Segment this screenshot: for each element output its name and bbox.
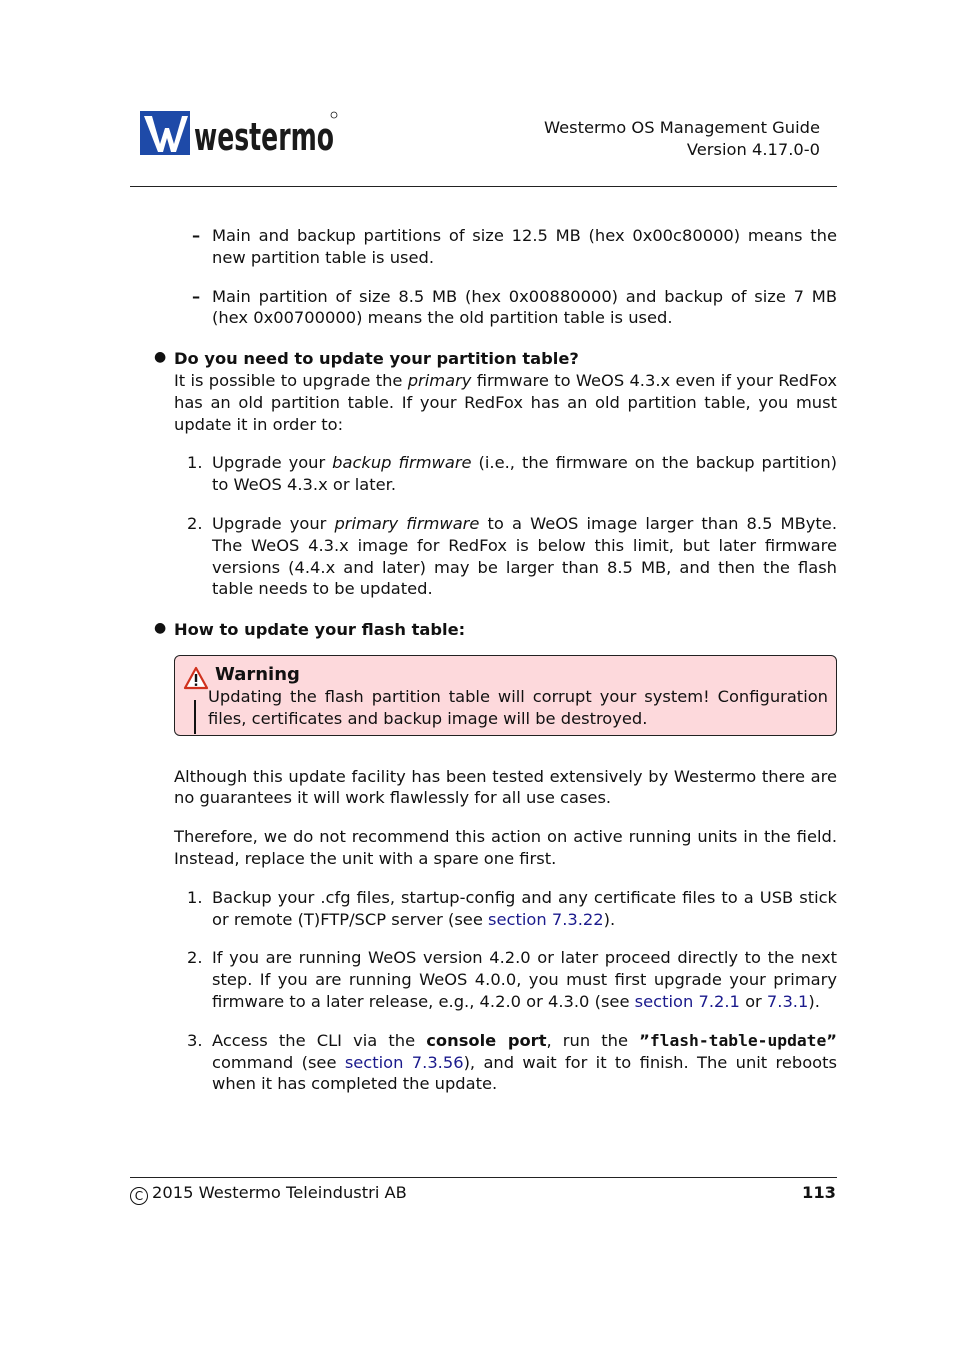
copyright-icon: C [130, 1187, 148, 1205]
list-item: 2. If you are running WeOS version 4.2.0 or later proceed directly to the next step. If you are running WeOS 4.0.0, you must first upgrade your primary firmware to a later release, e.g., 4.2.0 or 4.3.0 (see section 7.2.1 or 7.3.1). [187, 948, 837, 1011]
list-item: – Main partition of size 8.5 MB (hex 0x00880000) and backup of size 7 MB (hex 0x00700000) means the old partition table is used. [192, 286, 837, 328]
list-item: – Main and backup partitions of size 12.5 MB (hex 0x00c80000) means the new partition table is used. [192, 226, 837, 267]
step-text: If you are running WeOS version 4.2.0 or later proceed directly to the next step. If you are running WeOS 4.0.0, you must first upgrade your primary firmware to a later release, e.g., 4.2.0 or 4.3.0 (see section 7.2.1 or 7.3.1). [212, 948, 837, 1011]
body-paragraph: Therefore, we do not recommend this action on active running units in the field. Instead, replace the unit with a spare one first. [174, 827, 837, 868]
partition-old-text: Main partition of size 8.5 MB (hex 0x00880000) and backup of size 7 MB (hex 0x00700000) means the old partition table is used. [212, 286, 837, 328]
westermo-logo [138, 108, 338, 158]
step-text: Access the CLI via the console port, run the ”flash-table-update” command (see section 7.3.56), and wait for it to finish. The unit reboots when it has completed the update. [212, 1030, 837, 1094]
warning-text: Updating the flash partition table will corrupt your system! Configuration files, certificates and backup image will be destroyed. [208, 686, 828, 728]
list-item: ● How to update your flash table: [130, 619, 837, 641]
partition-new-text: Main and backup partitions of size 12.5 MB (hex 0x00c80000) means the new partition table is used. [212, 226, 837, 267]
page-content [130, 225, 837, 1112]
guide-title: Westermo OS Management Guide [543, 118, 820, 137]
list-item: 1. Backup your .cfg files, startup-config and any certificate files to a USB stick or remote (T)FTP/SCP server (see section 7.3.22). [187, 887, 837, 929]
page-number: 113 [802, 1183, 836, 1202]
footer-copyright: C 2015 Westermo Teleindustri AB [130, 1182, 407, 1205]
guide-version: Version 4.17.0-0 [686, 140, 820, 159]
section-link[interactable]: 7.3.1 [766, 991, 809, 1011]
warning-box [174, 655, 837, 736]
logo-wordmark: westermo [194, 115, 334, 159]
warning-title: Warning [215, 663, 300, 685]
cli-command: flash-table-update [649, 1030, 827, 1050]
step-text: Backup your .cfg files, startup-config and any certificate files to a USB stick or remote (T)FTP/SCP server (see section 7.3.22). [212, 887, 837, 929]
document-header [544, 117, 820, 161]
list-item: 2. Upgrade your primary firmware to a WeOS image larger than 8.5 MByte. The WeOS 4.3.x image for RedFox is below this limit, but later firmware versions (4.4.x and later) may be larger than 8.5 MB, and then the flash table needs to be updated. [187, 513, 837, 599]
section-heading: How to update your flash table: [174, 620, 466, 640]
body-paragraph: Although this update facility has been tested extensively by Westermo there are no guarantees it will work flawlessly for all use cases. [174, 766, 837, 808]
header-rule [130, 186, 837, 187]
list-item: 1. Upgrade your backup firmware (i.e., the firmware on the backup partition) to WeOS 4.3.x or later. [187, 453, 837, 495]
section-link[interactable]: section 7.3.22 [488, 909, 604, 929]
section-link[interactable]: section 7.2.1 [634, 991, 740, 1011]
section-heading: Do you need to update your partition table? [174, 349, 579, 369]
list-item: ● Do you need to update your partition table? It is possible to upgrade the primary firmware to WeOS 4.3.x even if your RedFox has an old partition table. If your RedFox has an old partition table, you must update it in order to: [154, 349, 838, 434]
body-paragraph: It is possible to upgrade the primary firmware to WeOS 4.3.x even if your RedFox has an old partition table. If your RedFox has an old partition table, you must update it in order to: [174, 370, 838, 434]
section-link[interactable]: section 7.3.56 [344, 1052, 464, 1072]
step-text: Upgrade your primary firmware to a WeOS image larger than 8.5 MByte. The WeOS 4.3.x image for RedFox is below this limit, but later firmware versions (4.4.x and later) may be larger than 8.5 MB, and then the flash table needs to be updated. [212, 513, 837, 599]
footer-rule [130, 1177, 837, 1178]
list-item: 3. Access the CLI via the console port, run the ”flash-table-update” command (see section 7.3.56), and wait for it to finish. The unit reboots when it has completed the update. [187, 1030, 837, 1094]
step-text: Upgrade your backup firmware (i.e., the firmware on the backup partition) to WeOS 4.3.x or later. [212, 453, 837, 495]
